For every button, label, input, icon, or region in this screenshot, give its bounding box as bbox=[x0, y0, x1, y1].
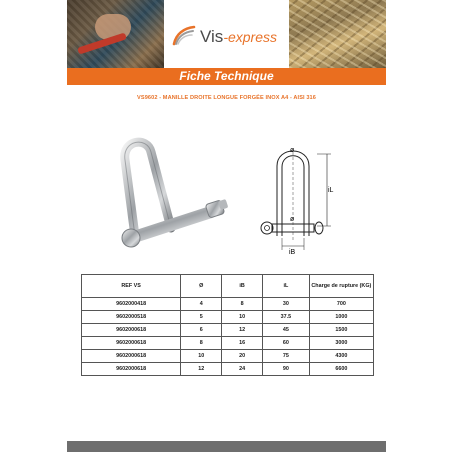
table-row bbox=[82, 298, 374, 311]
cell-il: 75 bbox=[263, 350, 310, 363]
cell-ref: 9602000618 bbox=[82, 337, 181, 350]
cell-diameter: 6 bbox=[181, 324, 222, 337]
cell-il: 60 bbox=[263, 337, 310, 350]
column-header-load: Charge de rupture (KG) bbox=[309, 275, 373, 298]
table-row bbox=[82, 311, 374, 324]
technical-sheet bbox=[67, 0, 386, 452]
cell-ref: 9602000518 bbox=[82, 311, 181, 324]
table-header-row bbox=[82, 275, 374, 298]
cell-ref: 9602000618 bbox=[82, 363, 181, 376]
shackle-photo bbox=[107, 132, 247, 252]
cell-il: 45 bbox=[263, 324, 310, 337]
cell-load: 6600 bbox=[309, 363, 373, 376]
table-row bbox=[82, 363, 374, 376]
logo-swoosh-icon bbox=[172, 24, 196, 46]
cell-ib: 12 bbox=[222, 324, 263, 337]
table-row bbox=[82, 324, 374, 337]
specification-table bbox=[81, 274, 374, 376]
diameter-label-bottom: ø bbox=[290, 216, 295, 223]
cell-load: 4300 bbox=[309, 350, 373, 363]
column-header-ib: iB bbox=[222, 275, 263, 298]
cell-diameter: 5 bbox=[181, 311, 222, 324]
column-header-ref: REF VS bbox=[82, 275, 181, 298]
workshop-photo bbox=[67, 0, 164, 68]
logo-suffix-text: -express bbox=[223, 29, 277, 45]
cell-diameter: 4 bbox=[181, 298, 222, 311]
cell-diameter: 12 bbox=[181, 363, 222, 376]
header bbox=[67, 0, 386, 68]
cell-ib: 24 bbox=[222, 363, 263, 376]
cell-ib: 16 bbox=[222, 337, 263, 350]
cell-il: 90 bbox=[263, 363, 310, 376]
length-label: iL bbox=[328, 187, 334, 194]
cell-ref: 9602000618 bbox=[82, 324, 181, 337]
product-title: VS9602 - MANILLE DROITE LONGUE FORGÉE INOX A4 - AISI 316 bbox=[137, 95, 316, 101]
column-header-diameter: Ø bbox=[181, 275, 222, 298]
footer-bar bbox=[67, 441, 386, 452]
banner-title: Fiche Technique bbox=[67, 68, 386, 85]
cell-diameter: 10 bbox=[181, 350, 222, 363]
cell-ib: 20 bbox=[222, 350, 263, 363]
screws-photo bbox=[289, 0, 386, 68]
cell-il: 37.5 bbox=[263, 311, 310, 324]
cell-il: 30 bbox=[263, 298, 310, 311]
cell-load: 700 bbox=[309, 298, 373, 311]
shackle-drawing bbox=[257, 140, 337, 255]
diameter-label-top: ø bbox=[290, 147, 295, 154]
cell-ib: 8 bbox=[222, 298, 263, 311]
column-header-il: iL bbox=[263, 275, 310, 298]
cell-ref: 9602000618 bbox=[82, 350, 181, 363]
cell-load: 1000 bbox=[309, 311, 373, 324]
cell-diameter: 8 bbox=[181, 337, 222, 350]
cell-load: 3000 bbox=[309, 337, 373, 350]
cell-ref: 9602000418 bbox=[82, 298, 181, 311]
table-row bbox=[82, 350, 374, 363]
width-label: iB bbox=[289, 249, 296, 255]
table-row bbox=[82, 337, 374, 350]
cell-ib: 10 bbox=[222, 311, 263, 324]
cell-load: 1500 bbox=[309, 324, 373, 337]
logo-brand-text: Vis bbox=[200, 27, 224, 46]
